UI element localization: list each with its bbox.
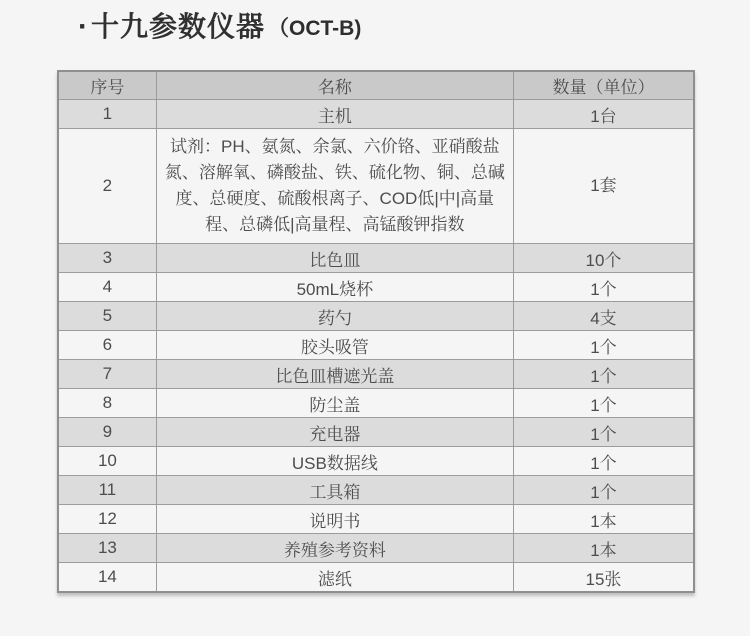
table-header xyxy=(58,71,694,100)
table-row xyxy=(58,302,694,331)
cell-quantity: 1个 xyxy=(513,418,694,447)
table-row xyxy=(58,476,694,505)
table-row xyxy=(58,534,694,563)
cell-index: 9 xyxy=(58,418,156,447)
parts-table-container xyxy=(57,70,695,593)
cell-quantity: 1个 xyxy=(513,476,694,505)
cell-quantity: 15张 xyxy=(513,563,694,593)
cell-index: 14 xyxy=(58,563,156,593)
table-row xyxy=(58,505,694,534)
cell-name: 比色皿槽遮光盖 xyxy=(156,360,513,389)
cell-name: 充电器 xyxy=(156,418,513,447)
table-row xyxy=(58,129,694,244)
cell-index: 4 xyxy=(58,273,156,302)
table-row xyxy=(58,563,694,593)
cell-quantity: 1个 xyxy=(513,447,694,476)
header-name: 名称 xyxy=(156,71,513,100)
cell-name: 防尘盖 xyxy=(156,389,513,418)
cell-quantity: 1台 xyxy=(513,100,694,129)
cell-quantity: 1套 xyxy=(513,129,694,244)
cell-index: 12 xyxy=(58,505,156,534)
table-row xyxy=(58,360,694,389)
title-model-code: （OCT-B) xyxy=(268,16,362,40)
cell-index: 13 xyxy=(58,534,156,563)
cell-index: 5 xyxy=(58,302,156,331)
cell-index: 8 xyxy=(58,389,156,418)
cell-name: 比色皿 xyxy=(156,244,513,273)
cell-quantity: 10个 xyxy=(513,244,694,273)
cell-name: 胶头吸管 xyxy=(156,331,513,360)
table-row xyxy=(58,244,694,273)
cell-index: 1 xyxy=(58,100,156,129)
table-row xyxy=(58,100,694,129)
table-row xyxy=(58,389,694,418)
parts-table-body xyxy=(58,100,694,593)
cell-name: 50mL烧杯 xyxy=(156,273,513,302)
cell-index: 11 xyxy=(58,476,156,505)
table-row xyxy=(58,418,694,447)
table-row xyxy=(58,447,694,476)
cell-name: 说明书 xyxy=(156,505,513,534)
cell-index: 6 xyxy=(58,331,156,360)
header-quantity: 数量（单位） xyxy=(513,71,694,100)
cell-name: 养殖参考资料 xyxy=(156,534,513,563)
cell-index: 3 xyxy=(58,244,156,273)
table-row xyxy=(58,331,694,360)
cell-name: 药勺 xyxy=(156,302,513,331)
cell-index: 2 xyxy=(58,129,156,244)
cell-quantity: 1本 xyxy=(513,505,694,534)
title-bullet-icon: · xyxy=(78,9,88,43)
cell-quantity: 1个 xyxy=(513,360,694,389)
parts-table xyxy=(57,70,695,593)
cell-name: 滤纸 xyxy=(156,563,513,593)
cell-name: USB数据线 xyxy=(156,447,513,476)
header-row xyxy=(58,71,694,100)
cell-name: 试剂：PH、氨氮、余氯、六价铬、亚硝酸盐氮、溶解氧、磷酸盐、铁、硫化物、铜、总碱度、总硬度、硫酸根离子、COD低|中|高量程、总磷低|高量程、高锰酸钾指数 xyxy=(156,129,513,244)
table-row xyxy=(58,273,694,302)
cell-quantity: 1本 xyxy=(513,534,694,563)
cell-quantity: 1个 xyxy=(513,331,694,360)
page-title xyxy=(78,10,361,44)
cell-name: 主机 xyxy=(156,100,513,129)
cell-quantity: 4支 xyxy=(513,302,694,331)
cell-name: 工具箱 xyxy=(156,476,513,505)
cell-quantity: 1个 xyxy=(513,273,694,302)
header-index: 序号 xyxy=(58,71,156,100)
cell-quantity: 1个 xyxy=(513,389,694,418)
cell-index: 7 xyxy=(58,360,156,389)
title-text: 十九参数仪器 xyxy=(91,11,266,42)
cell-index: 10 xyxy=(58,447,156,476)
